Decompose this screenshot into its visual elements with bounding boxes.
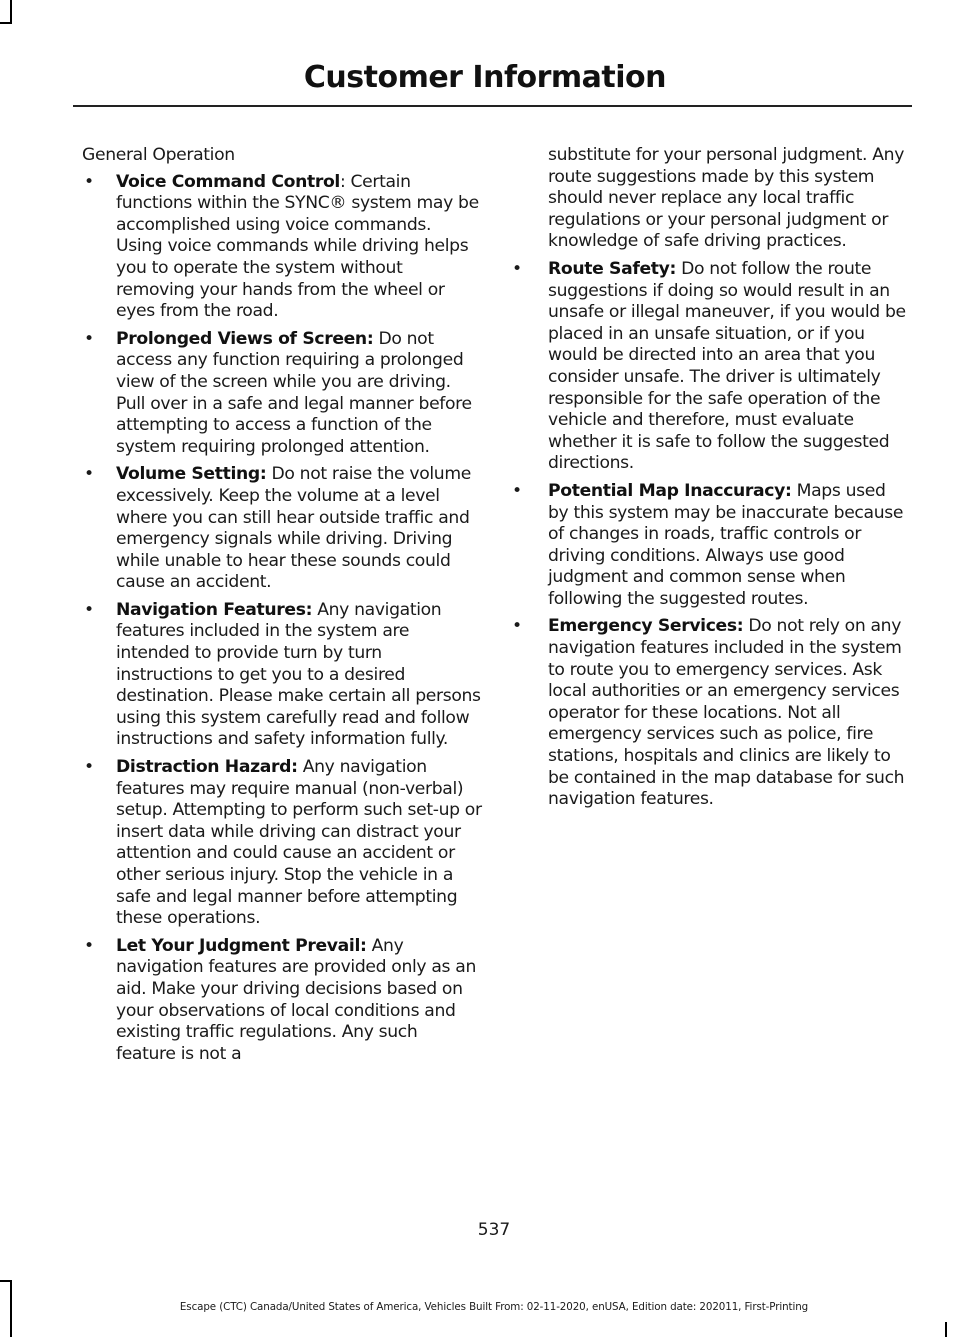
crop-mark-bottom-right	[945, 1322, 947, 1337]
section-title: General Operation	[82, 145, 235, 165]
list-item-text: Do not follow the route suggestions if doing so would result in an unsafe or illegal maneuver, if you would be placed in an unsafe situation, or if you would be directed into an area that you consider unsafe. The driver is ultimately responsible for the safe operation of the vehicle and therefore, must evaluate whether it is safe to follow the suggested directions.	[548, 258, 906, 474]
list-item-term: Prolonged Views of Screen:	[116, 328, 374, 349]
left-bullet-list	[82, 172, 482, 1066]
crop-mark-top-left	[10, 0, 12, 22]
list-item-term: Voice Command Control	[116, 171, 340, 192]
left-column	[82, 145, 482, 1071]
list-item-text: Any navigation features may require manual (non-verbal) setup. Attempting to perform such set-up or insert data while driving can distract your attention and could cause an accident or other serious injury. Stop the vehicle in a safe and legal manner before attempting these operations.	[116, 757, 482, 929]
continued-paragraph: substitute for your personal judgment. Any route suggestions made by this system should never replace any local traffic regulations or your personal judgment or knowledge of safe driving practices.	[548, 145, 905, 252]
list-item	[82, 329, 482, 459]
page-number: 537	[477, 1220, 511, 1240]
crop-mark-top-left-horizontal	[0, 22, 12, 24]
list-item	[510, 259, 910, 475]
list-item-term: Volume Setting:	[116, 464, 267, 485]
list-item	[82, 172, 482, 323]
list-item-text: Do not raise the volume excessively. Keep the volume at a level where you can still hear outside traffic and emergency signals while driving. Driving while unable to hear these sounds could cause an accident.	[116, 464, 471, 593]
edition-footer: Escape (CTC) Canada/United States of America, Vehicles Built From: 02-11-2020, enUSA, Edition date: 202011, First-Printing	[179, 1301, 809, 1313]
list-item-text: Any navigation features included in the system are intended to provide turn by turn instructions to get you to a desired destination. Please make certain all persons using this system carefully read and follow instructions and safety information fully.	[116, 599, 481, 750]
page-title: Customer Information	[303, 60, 666, 95]
list-item	[82, 464, 482, 594]
list-item	[82, 757, 482, 930]
right-bullet-list	[510, 259, 910, 811]
list-item-text: : Certain functions within the SYNC® system may be accomplished using voice commands. Using voice commands while driving helps you to operate the system without removing your hands from the wheel or eyes from the road.	[116, 171, 479, 322]
list-item-text: Any navigation features are provided only as an aid. Make your driving decisions based on your observations of local conditions and existing traffic regulations. Any such feature is not a	[116, 935, 476, 1064]
crop-mark-bottom-left-horizontal	[0, 1280, 12, 1282]
list-item	[510, 616, 910, 810]
list-item-term: Route Safety:	[548, 258, 676, 279]
list-item-text: Do not rely on any navigation features included in the system to route you to emergency services. Ask local authorities or an emergency services operator for these locations. Not all emergency services such as police, fire stations, hospitals and clinics are likely to be contained in the map database for such navigation features.	[548, 616, 905, 810]
header-divider	[73, 105, 912, 107]
list-item	[510, 481, 910, 611]
list-item-term: Potential Map Inaccuracy:	[548, 480, 792, 501]
list-item-term: Emergency Services:	[548, 616, 744, 637]
list-item	[82, 936, 482, 1066]
list-item-term: Let Your Judgment Prevail:	[116, 935, 367, 956]
list-item-term: Distraction Hazard:	[116, 757, 298, 778]
list-item-term: Navigation Features:	[116, 599, 313, 620]
list-item-text: Do not access any function requiring a prolonged view of the screen while you are driving. Pull over in a safe and legal manner before attempting to access a function of the system requiring prolonged attention.	[116, 328, 472, 457]
right-column	[510, 145, 910, 817]
list-item	[82, 600, 482, 751]
list-item-text: Maps used by this system may be inaccurate because of changes in roads, traffic controls or driving conditions. Always use good judgment and common sense when following the suggested routes.	[548, 480, 904, 609]
